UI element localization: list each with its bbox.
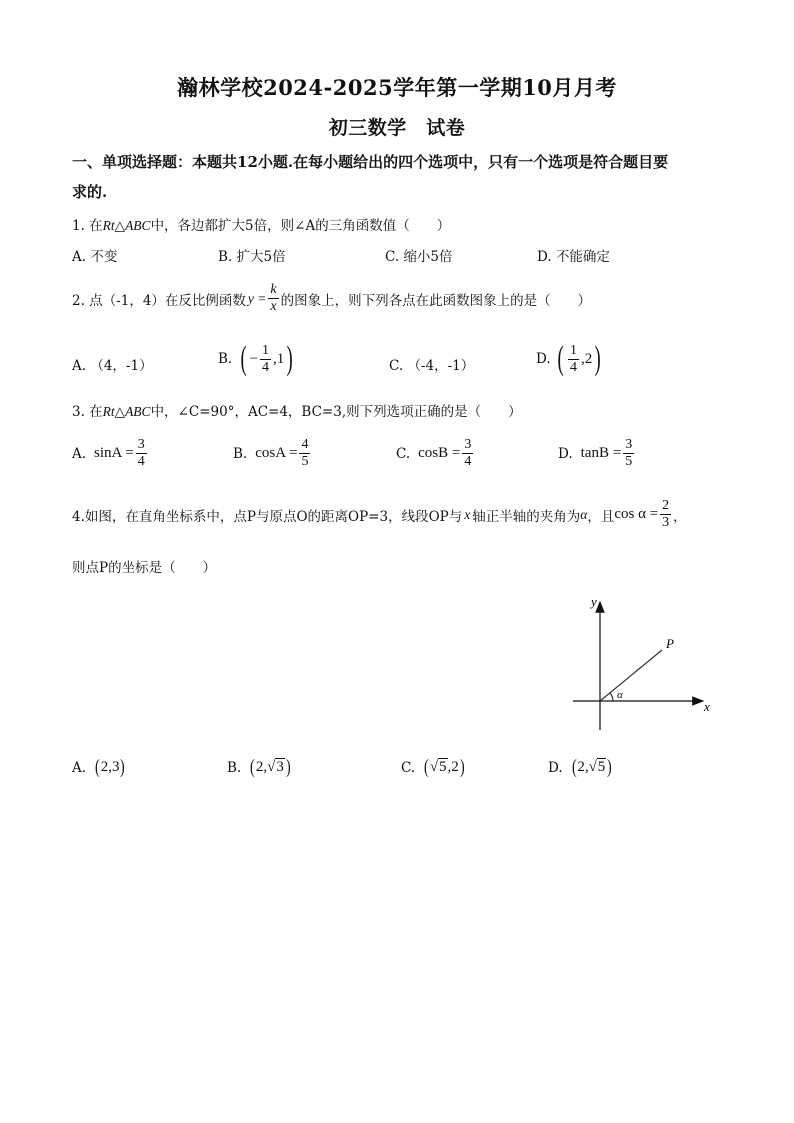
q2-option-b[interactable]: B. ( − $\frac{1}{4}$ ,1 ) bbox=[218, 340, 294, 377]
q4-option-a[interactable]: A. ( 2 , 3 ) bbox=[72, 756, 126, 778]
q2-prefix: 2. 点（-1，4）在反比例函数 bbox=[72, 292, 246, 309]
q3-option-b[interactable]: B. cosA = $\frac{4}{5}$ bbox=[233, 437, 309, 469]
sqrt-3: √3 bbox=[267, 759, 284, 775]
q4-option-d[interactable]: D. ( 2 , √5 ) bbox=[548, 756, 612, 778]
coordinate-figure bbox=[565, 590, 720, 735]
q2-y-eq: y = bbox=[247, 290, 267, 306]
q1-triangle: △ bbox=[114, 218, 126, 234]
q3-rt: Rt bbox=[102, 404, 115, 419]
q4-option-c[interactable]: C. ( √5 , 2 ) bbox=[401, 756, 465, 778]
question-1 bbox=[72, 214, 450, 234]
q2-option-d[interactable]: D. ( $\frac{1}{4}$ ,2 ) bbox=[536, 340, 601, 377]
q3-abc: ABC bbox=[125, 404, 151, 419]
q3-option-a[interactable]: A. sinA = $\frac{3}{4}$ bbox=[72, 437, 145, 469]
point-p-label: P bbox=[666, 636, 674, 651]
q1-suffix: 中，各边都扩大5倍，则∠A的三角函数值（ ） bbox=[150, 218, 451, 234]
sqrt-5: √5 bbox=[429, 759, 447, 775]
q1-abc: ABC bbox=[125, 218, 151, 233]
question-4-line1: 4.如图，在直角坐标系中，点P与原点O的距离OP=3，线段OP与 x 轴正半轴的夹角为 α ，且 cos α = $\frac{2}{3}$ ， bbox=[72, 498, 687, 530]
segment-op bbox=[600, 650, 662, 701]
page-subtitle: 初三数学 试卷 bbox=[328, 117, 466, 139]
q2-fraction: $\frac{k}{x}$ bbox=[270, 282, 277, 314]
angle-alpha-label: α bbox=[617, 689, 623, 701]
q3-suffix: 中，∠C=90°，AC=4，BC=3,则下列选项正确的是（ ） bbox=[150, 404, 522, 420]
q3-triangle: △ bbox=[114, 404, 126, 420]
q4-option-b[interactable]: B. ( 2 , √3 ) bbox=[227, 756, 291, 778]
q2-option-a[interactable]: A. （4，-1） bbox=[72, 358, 153, 374]
q1-option-a[interactable]: A. 不变 bbox=[72, 249, 118, 265]
q1-option-d[interactable]: D. 不能确定 bbox=[537, 249, 610, 265]
section-heading-line1: 一、单项选择题：本题共12小题.在每小题给出的四个选项中，只有一个选项是符合题目要 bbox=[72, 153, 669, 171]
q1-option-b[interactable]: B. 扩大5倍 bbox=[218, 249, 286, 265]
q3-option-d[interactable]: D. tanB = $\frac{3}{5}$ bbox=[558, 437, 633, 469]
sqrt-5: √5 bbox=[588, 759, 606, 775]
question-4-line2: 则点P的坐标是（ ） bbox=[72, 560, 217, 576]
q1-rt: Rt bbox=[102, 218, 115, 233]
x-axis-label: x bbox=[704, 699, 710, 714]
question-2 bbox=[72, 282, 591, 315]
page-title: 瀚林学校2024-2025学年第一学期10月月考 bbox=[177, 75, 617, 100]
q3-option-c[interactable]: C. cosB = $\frac{3}{4}$ bbox=[396, 437, 472, 469]
q3-prefix: 3. 在 bbox=[72, 404, 103, 420]
section-heading-line2: 求的. bbox=[72, 183, 108, 201]
q2-option-c[interactable]: C. （-4，-1） bbox=[389, 358, 475, 374]
angle-arc bbox=[610, 693, 613, 701]
q1-option-c[interactable]: C. 缩小5倍 bbox=[385, 249, 453, 265]
q1-prefix: 1. 在 bbox=[72, 218, 103, 234]
y-axis-label: y bbox=[591, 594, 597, 609]
question-3 bbox=[72, 400, 522, 420]
q2-suffix: 的图象上，则下列各点在此函数图象上的是（ ） bbox=[280, 292, 592, 309]
